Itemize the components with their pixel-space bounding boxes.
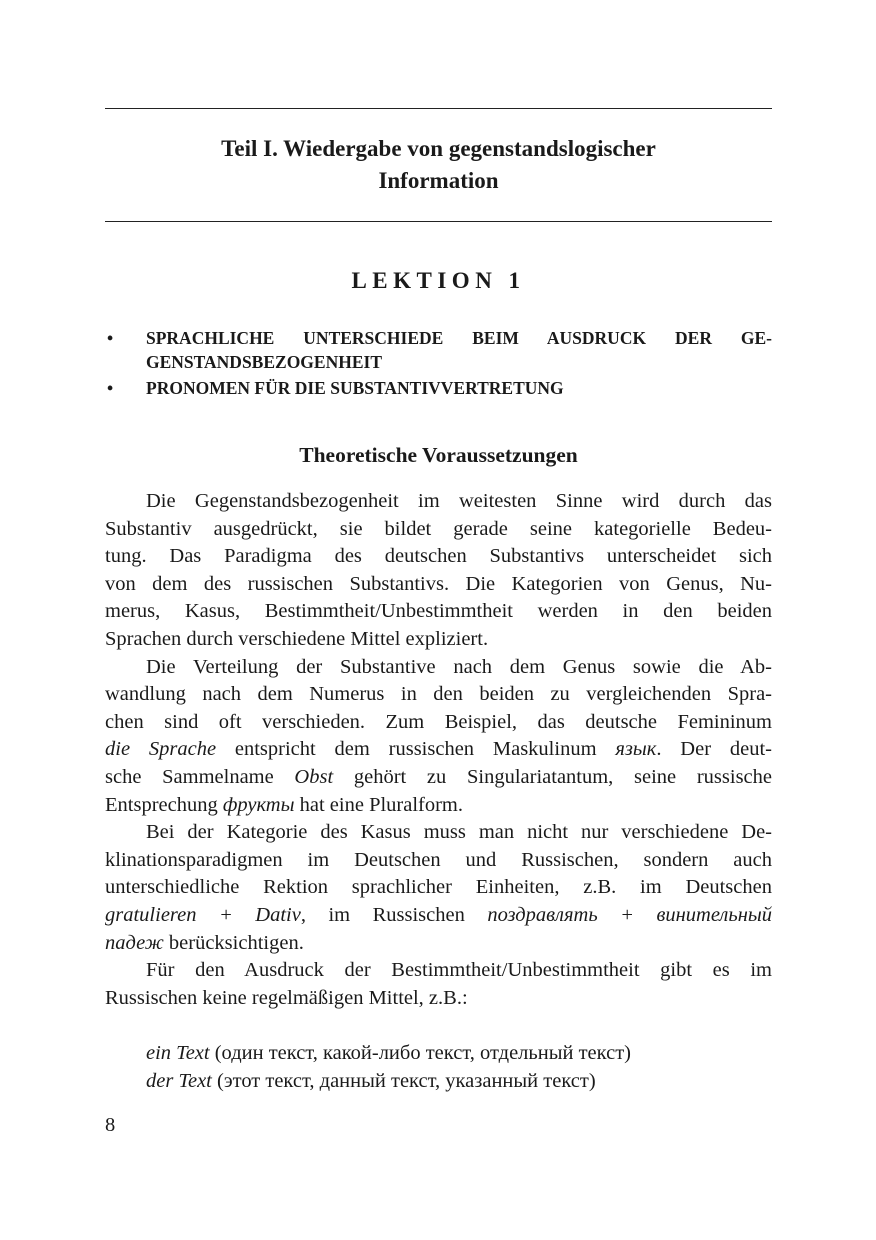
paragraph-line bbox=[105, 764, 772, 792]
book-page bbox=[105, 0, 772, 1240]
paragraph-line: tung. Das Paradigma des deutschen Substantivs unterscheidet sich bbox=[105, 545, 772, 568]
topic-item bbox=[105, 376, 772, 400]
text-run: , im Russischen bbox=[300, 903, 488, 926]
topic-line: GENSTANDSBEZOGENHEIT bbox=[146, 352, 382, 372]
paragraph-line: klinationsparadigmen im Deutschen und Russischen, sondern auch bbox=[105, 848, 772, 871]
paragraph-line: Bei der Kategorie des Kasus muss man nicht nur verschiedene De- bbox=[146, 821, 772, 844]
italic-term: gratulieren + Dativ bbox=[105, 903, 301, 926]
italic-term: Obst bbox=[294, 765, 334, 788]
italic-term: язык bbox=[615, 738, 657, 761]
italic-term: поздравлять + винительный bbox=[487, 903, 772, 926]
text-run: berücksichtigen. bbox=[163, 931, 304, 954]
paragraph-line bbox=[105, 902, 772, 930]
paragraph-line: wandlung nach dem Numerus in den beiden zu vergleichenden Spra- bbox=[105, 683, 772, 706]
paragraph-line: Für den Ausdruck der Bestimmtheit/Unbestimmtheit gibt es im bbox=[146, 959, 772, 982]
paragraph-line: chen sind oft verschieden. Zum Beispiel, das deutsche Femininum bbox=[105, 710, 772, 733]
bullet-icon: • bbox=[107, 378, 114, 398]
example-term: der Text bbox=[146, 1069, 212, 1092]
section-heading: Theoretische Voraussetzungen bbox=[299, 443, 578, 467]
topic-item bbox=[105, 326, 772, 374]
bottom-rule bbox=[105, 221, 772, 222]
paragraph-line: merus, Kasus, Bestimmtheit/Unbestimmtheit werden in den beiden bbox=[105, 600, 772, 623]
paragraph-line: Sprachen durch verschiedene Mittel expliziert. bbox=[105, 627, 489, 650]
paragraph-line bbox=[105, 736, 772, 764]
paragraph-line bbox=[105, 930, 772, 958]
text-run: Entsprechung bbox=[105, 793, 223, 816]
paragraph-line: Die Gegenstandsbezogenheit im weitesten Sinne wird durch das bbox=[146, 490, 772, 512]
topic-line: SPRACHLICHE UNTERSCHIEDE BEIM AUSDRUCK DER GE- bbox=[146, 328, 772, 348]
paragraph-line: Russischen keine regelmäßigen Mittel, z.B.: bbox=[105, 986, 468, 1009]
example-term: ein Text bbox=[146, 1042, 210, 1064]
part-title bbox=[105, 133, 772, 197]
example-line bbox=[146, 1068, 772, 1096]
example-list bbox=[146, 1040, 772, 1095]
topic-list bbox=[105, 326, 772, 402]
paragraph-line: Substantiv ausgedrückt, sie bildet gerade seine kategorielle Bedeu- bbox=[105, 517, 772, 540]
text-run: . Der deut- bbox=[656, 738, 772, 761]
text-run: gehört zu Singulariatantum, seine russische bbox=[333, 765, 772, 788]
text-run: sche Sammelname bbox=[105, 765, 295, 788]
text-run: entspricht dem russischen Maskulinum bbox=[216, 738, 616, 761]
paragraph-line bbox=[105, 792, 772, 820]
paragraph-line: Die Verteilung der Substantive nach dem Genus sowie die Ab- bbox=[146, 655, 772, 678]
italic-term: die Sprache bbox=[105, 738, 217, 761]
page-number: 8 bbox=[105, 1114, 116, 1136]
italic-term: фрукты bbox=[222, 793, 295, 816]
example-gloss: (этот текст, данный текст, указанный текст) bbox=[211, 1069, 596, 1092]
text-run: hat eine Pluralform. bbox=[294, 793, 464, 816]
body-text bbox=[105, 488, 772, 1012]
example-line bbox=[146, 1040, 772, 1068]
lesson-title: LEKTION 1 bbox=[351, 268, 526, 293]
topic-line: PRONOMEN FÜR DIE SUBSTANTIVVERTRETUNG bbox=[146, 378, 564, 398]
paragraph-line: unterschiedliche Rektion sprachlicher Einheiten, z.B. im Deutschen bbox=[105, 876, 772, 899]
top-rule bbox=[105, 108, 772, 109]
part-title-line-1: Teil I. Wiedergabe von gegenstandslogischer bbox=[221, 136, 656, 161]
paragraph-line: von dem des russischen Substantivs. Die Kategorien von Genus, Nu- bbox=[105, 572, 772, 595]
part-title-line-2: Information bbox=[378, 168, 499, 193]
example-gloss: (один текст, какой-либо текст, отдельный текст) bbox=[209, 1042, 631, 1064]
italic-term: падеж bbox=[105, 931, 164, 954]
bullet-icon: • bbox=[107, 328, 114, 348]
